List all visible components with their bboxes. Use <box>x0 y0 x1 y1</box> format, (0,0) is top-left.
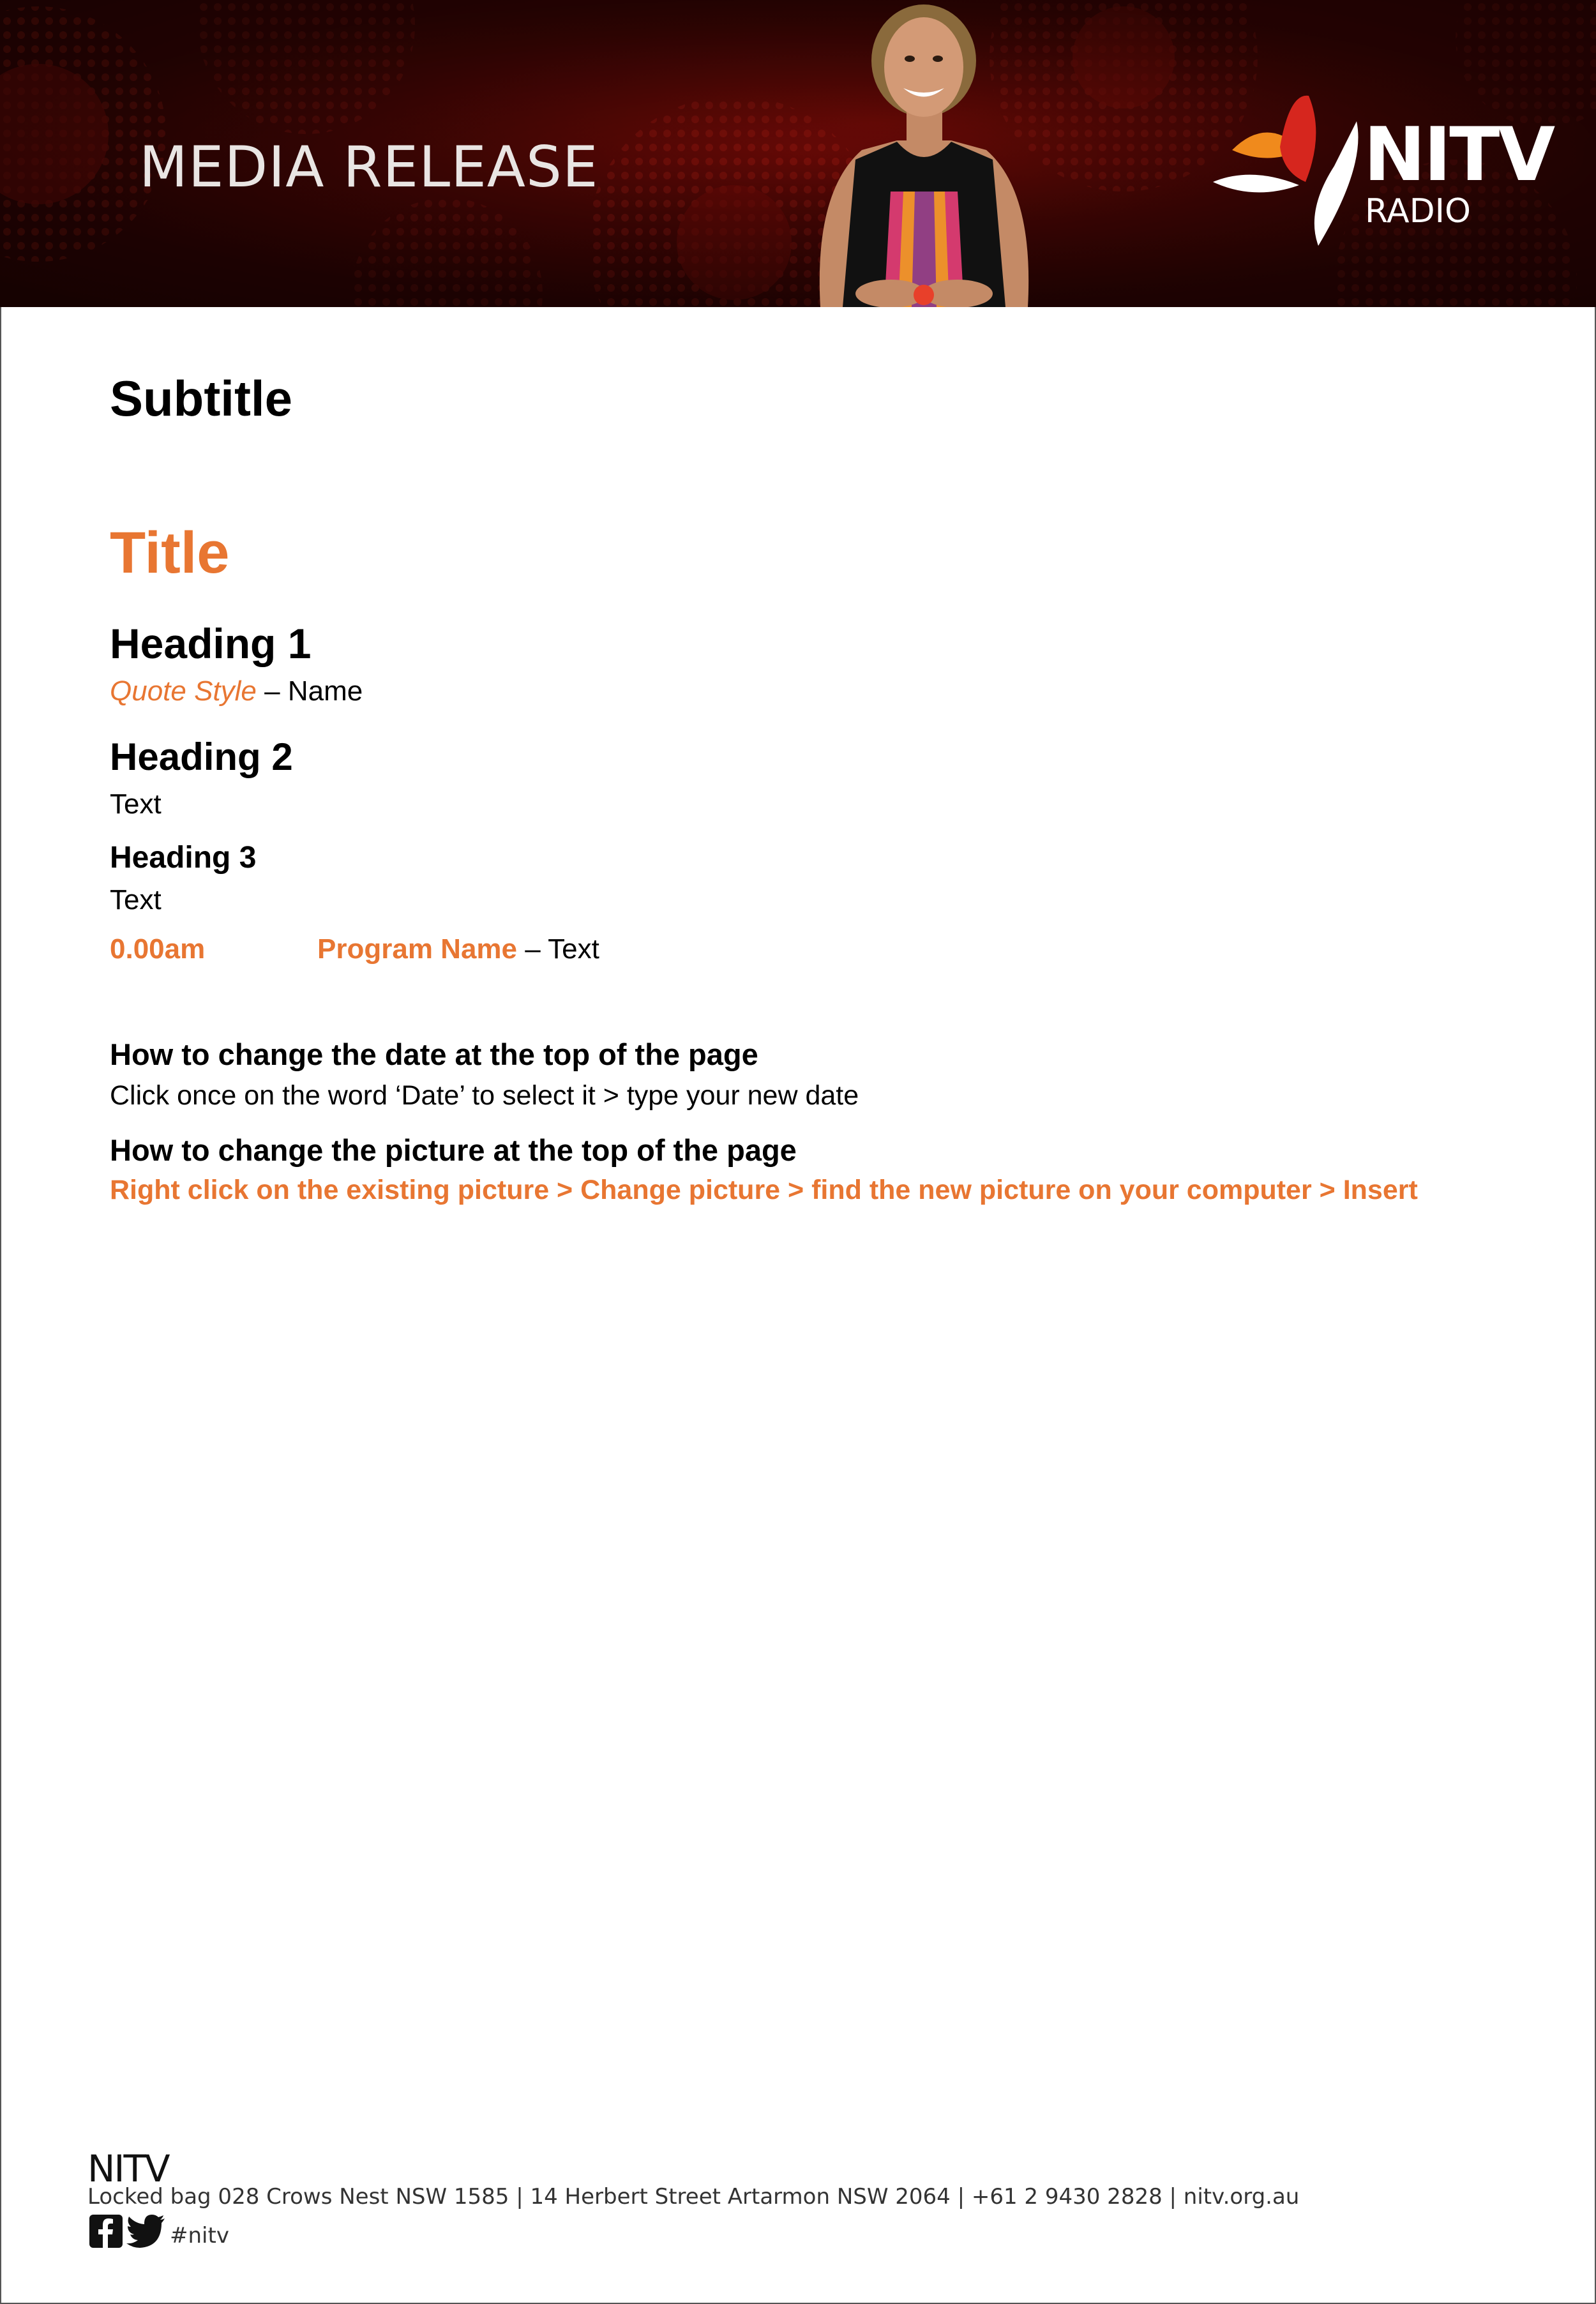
quote-line[interactable] <box>110 677 363 705</box>
body-text-1[interactable]: Text <box>110 788 162 820</box>
program-text: – Text <box>517 933 599 965</box>
footer-address: Locked bag 028 Crows Nest NSW 1585 | 14 Herbert Street Artarmon NSW 2064 | +61 2 9430 2828 | nitv.org.au <box>87 2184 1300 2210</box>
footer-brand: NITV <box>87 2147 169 2190</box>
presenter-photo[interactable] <box>801 0 1047 307</box>
quote-name: – Name <box>256 675 363 707</box>
heading-2[interactable]: Heading 2 <box>110 735 293 778</box>
radio-wordmark: RADIO <box>1365 192 1471 230</box>
subtitle[interactable]: Subtitle <box>110 370 292 426</box>
facebook-icon[interactable] <box>89 2215 123 2248</box>
heading-3[interactable]: Heading 3 <box>110 841 257 875</box>
header-banner <box>0 0 1596 307</box>
title[interactable]: Title <box>110 520 230 585</box>
nitv-wordmark: NITV <box>1364 112 1554 198</box>
how-to-change-picture-heading[interactable]: How to change the picture at the top of the page <box>110 1133 797 1167</box>
document-body <box>110 370 1514 1205</box>
program-line[interactable] <box>110 935 599 963</box>
quote-style-label: Quote Style <box>110 675 257 707</box>
body-text-2[interactable]: Text <box>110 884 162 915</box>
program-time: 0.00am <box>110 933 206 965</box>
how-to-change-picture-text[interactable]: Right click on the existing picture > Change picture > find the new picture on your computer > Insert <box>110 1175 1418 1205</box>
heading-1[interactable]: Heading 1 <box>110 620 312 667</box>
program-name: Program Name <box>317 933 518 965</box>
how-to-change-date-heading[interactable]: How to change the date at the top of the page <box>110 1037 758 1071</box>
media-release-heading: MEDIA RELEASE <box>139 134 599 200</box>
hashtag[interactable]: #nitv <box>170 2223 229 2248</box>
footer-social <box>89 2212 229 2250</box>
twitter-icon[interactable] <box>126 2215 166 2248</box>
how-to-change-date-text[interactable]: Click once on the word ‘Date’ to select it > type your new date <box>110 1080 859 1111</box>
